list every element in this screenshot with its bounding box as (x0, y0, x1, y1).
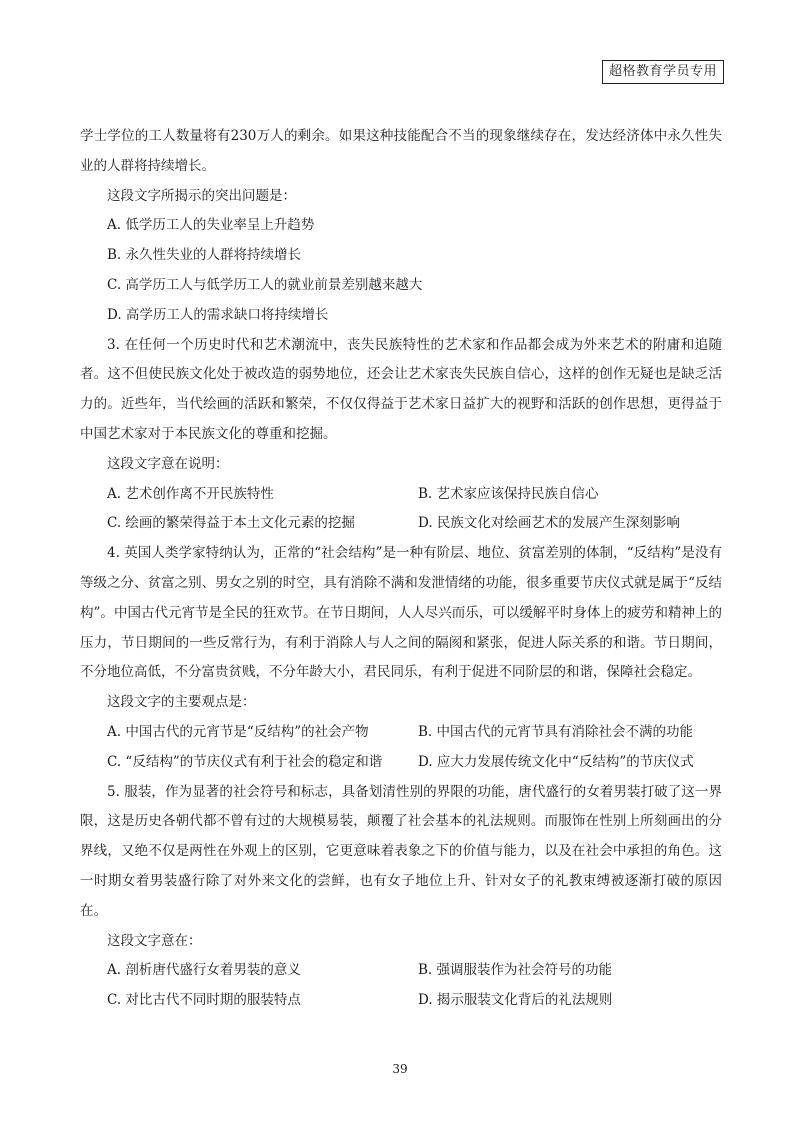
question-2-option-b: B. 永久性失业的人群将持续增长 (107, 247, 302, 264)
question-5-option-a: A. 剖析唐代盛行女着男装的意义 (107, 962, 301, 979)
page-body (80, 122, 722, 1016)
question-2-option-c: C. 高学历工人与低学历工人的就业前景差别越来越大 (107, 276, 423, 293)
question-2-prompt: 这段文字所揭示的突出问题是： (107, 187, 296, 204)
question-5-stem: 5. 服装，作为显著的社会符号和标志，具备划清性别的界限的功能，唐代盛行的女着男装打破了这一界限，这是历史各朝代都不曾有过的大规模易装，颠覆了社会基本的礼法规则。而服饰在性别上所刻画出的分界线，又绝不仅是两性在外观上的区别，它更意味着表象之下的价值与能力，以及在社会中承担的角色。这一时期女着男装盛行除了对外来文化的尝鲜，也有女子地位上升、针对女子的礼教束缚被逐渐打破的原因在。 (80, 783, 722, 919)
question-4-option-a: A. 中国古代的元宵节是“反结构”的社会产物 (107, 723, 369, 740)
question-5-prompt: 这段文字意在： (107, 932, 202, 949)
page-number: 39 (392, 1062, 408, 1076)
question-3-option-c: C. 绘画的繁荣得益于本土文化元素的挖掘 (107, 515, 355, 532)
question-4-option-b: B. 中国古代的元宵节具有消除社会不满的功能 (418, 723, 694, 740)
question-4-prompt: 这段文字的主要观点是： (107, 694, 256, 711)
question-3-stem: 3. 在任何一个历史时代和艺术潮流中，丧失民族特性的艺术家和作品都会成为外来艺术的附庸和追随者。这不但使民族文化处于被改造的弱势地位，还会让艺术家丧失民族自信心，这样的创作无疑也是缺乏活力的。近些年，当代绘画的活跃和繁荣，不仅仅得益于艺术家日益扩大的视野和活跃的创作思想，更得益于中国艺术家对于本民族文化的尊重和挖掘。 (80, 336, 722, 442)
question-4-option-d: D. 应大力发展传统文化中“反结构”的节庆仪式 (418, 753, 694, 770)
question-5-option-d: D. 揭示服装文化背后的礼法规则 (418, 992, 613, 1009)
question-3-option-b: B. 艺术家应该保持民族自信心 (418, 485, 599, 502)
question-5-options-row-1 (80, 956, 722, 986)
question-4-option-c: C. “反结构”的节庆仪式有利于社会的稳定和谐 (107, 753, 383, 770)
question-4-stem: 4. 英国人类学家特纳认为，正常的“社会结构”是一种有阶层、地位、贫富差别的体制，“反结构”是没有等级之分、贫富之别、男女之别的时空，具有消除不满和发泄情绪的功能，很多重要节庆仪式就是属于“反结构”。中国古代元宵节是全民的狂欢节。在节日期间，人人尽兴而乐，可以缓解平时身体上的疲劳和精神上的压力，节日期间的一些反常行为，有利于消除人与人之间的隔阂和紧张，促进人际关系的和谐。节日期间，不分地位高低，不分富贵贫贱，不分年龄大小，君民同乐，有利于促进不同阶层的和谐，保障社会稳定。 (80, 545, 722, 681)
question-5-option-c: C. 对比古代不同时期的服装特点 (107, 992, 301, 1009)
question-3-prompt: 这段文字意在说明： (107, 455, 229, 472)
question-2-option-d: D. 高学历工人的需求缺口将持续增长 (107, 306, 329, 323)
question-3-option-a: A. 艺术创作离不开民族特性 (107, 485, 274, 502)
question-3-option-d: D. 民族文化对绘画艺术的发展产生深刻影响 (418, 515, 680, 532)
question-4-options-row-2 (80, 748, 722, 778)
question-2-option-a: A. 低学历工人的失业率呈上升趋势 (107, 217, 315, 234)
usage-stamp: 超格教育学员专用 (602, 60, 724, 84)
question-4-options-row-1 (80, 718, 722, 748)
question-3-options-row-2 (80, 509, 722, 539)
question-3-options-row-1 (80, 480, 722, 510)
question-2-continuation: 学士学位的工人数量将有230万人的剩余。如果这种技能配合不当的现象继续存在，发达经济体中永久性失业的人群将持续增长。 (80, 128, 722, 174)
question-5-option-b: B. 强调服装作为社会符号的功能 (418, 962, 613, 979)
question-5-options-row-2 (80, 986, 722, 1016)
